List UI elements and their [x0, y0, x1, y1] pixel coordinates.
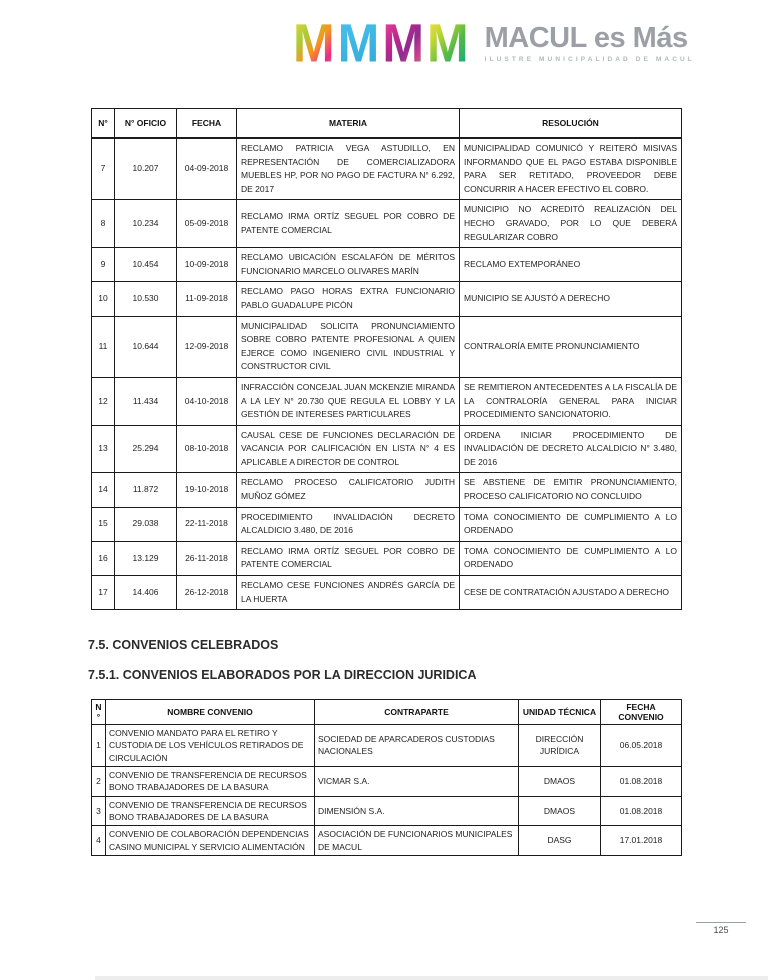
cell-fecha: 04-09-2018 — [177, 138, 237, 200]
cell-fecha: 17.01.2018 — [601, 826, 682, 856]
section-heading-convenios-juridica: 7.5.1. CONVENIOS ELABORADOS POR LA DIRECCION JURIDICA — [88, 668, 477, 682]
table-row — [92, 576, 682, 610]
table-row — [92, 826, 682, 856]
column-header-contraparte: CONTRAPARTE — [315, 700, 519, 725]
header-row — [92, 700, 682, 725]
cell-n: 7 — [92, 138, 115, 200]
table-row — [92, 200, 682, 248]
cell-fecha: 06.05.2018 — [601, 725, 682, 767]
column-header-resolucion: RESOLUCIÓN — [460, 109, 682, 139]
column-header-n: N° — [92, 700, 106, 725]
cell-n: 1 — [92, 725, 106, 767]
cell-n: 14 — [92, 473, 115, 507]
cell-n: 10 — [92, 282, 115, 316]
cell-fecha: 01.08.2018 — [601, 766, 682, 796]
cell-n: 8 — [92, 200, 115, 248]
cell-oficio: 10.207 — [115, 138, 177, 200]
cell-contraparte: VICMAR S.A. — [315, 766, 519, 796]
page-number: 125 — [696, 922, 746, 935]
cell-fecha: 10-09-2018 — [177, 248, 237, 282]
table-row — [92, 725, 682, 767]
logo-letter-3: M — [382, 12, 424, 74]
cell-contraparte: ASOCIACIÓN DE FUNCIONARIOS MUNICIPALES DE MACUL — [315, 826, 519, 856]
cell-resolucion: RECLAMO EXTEMPORÁNEO — [460, 248, 682, 282]
cell-n: 3 — [92, 796, 106, 826]
cell-nombre: CONVENIO DE TRANSFERENCIA DE RECURSOS BONO TRABAJADORES DE LA BASURA — [106, 766, 315, 796]
section-heading-convenios: 7.5. CONVENIOS CELEBRADOS — [88, 638, 279, 652]
cell-materia: MUNICIPALIDAD SOLICITA PRONUNCIAMIENTO SOBRE COBRO PATENTE PROFESIONAL A QUIEN EJERCE COMO INGENIERO CIVIL INDUSTRIAL Y CONSTRUCTOR CIVIL — [237, 316, 460, 377]
cell-unidad: DIRECCIÓN JURÍDICA — [519, 725, 601, 767]
footer-strip — [95, 976, 768, 980]
cell-fecha: 22-11-2018 — [177, 507, 237, 541]
cell-oficio: 25.294 — [115, 425, 177, 473]
cell-fecha: 01.08.2018 — [601, 796, 682, 826]
oficios-table-header — [92, 109, 682, 139]
column-header-n: N° — [92, 109, 115, 139]
cell-resolucion: TOMA CONOCIMIENTO DE CUMPLIMIENTO A LO ORDENADO — [460, 541, 682, 575]
cell-fecha: 19-10-2018 — [177, 473, 237, 507]
cell-oficio: 14.406 — [115, 576, 177, 610]
table-row — [92, 138, 682, 200]
cell-materia: RECLAMO IRMA ORTÍZ SEGUEL POR COBRO DE PATENTE COMERCIAL — [237, 200, 460, 248]
cell-resolucion: SE REMITIERON ANTECEDENTES A LA FISCALÍA DE LA CONTRALORÍA GENERAL PARA INICIAR PROCEDIMIENTO SANCIONATORIO. — [460, 377, 682, 425]
cell-fecha: 04-10-2018 — [177, 377, 237, 425]
table-row — [92, 766, 682, 796]
cell-resolucion: ORDENA INICIAR PROCEDIMIENTO DE INVALIDACIÓN DE DECRETO ALCALDICIO N° 3.480, DE 2016 — [460, 425, 682, 473]
cell-resolucion: SE ABSTIENE DE EMITIR PRONUNCIAMIENTO, PROCESO CALIFICATORIO NO CONCLUIDO — [460, 473, 682, 507]
oficios-table-body — [92, 138, 682, 610]
logo-letter-1: M — [293, 12, 335, 74]
cell-oficio: 10.644 — [115, 316, 177, 377]
column-header-unidad: UNIDAD TÉCNICA — [519, 700, 601, 725]
cell-materia: RECLAMO PAGO HORAS EXTRA FUNCIONARIO PABLO GUADALUPE PICÓN — [237, 282, 460, 316]
cell-nombre: CONVENIO MANDATO PARA EL RETIRO Y CUSTODIA DE LOS VEHÍCULOS RETIRADOS DE CIRCULACIÓN — [106, 725, 315, 767]
table-row — [92, 316, 682, 377]
convenios-table-header — [92, 700, 682, 725]
cell-materia: RECLAMO UBICACIÓN ESCALAFÓN DE MÉRITOS FUNCIONARIO MARCELO OLIVARES MARÍN — [237, 248, 460, 282]
logo-title: MACUL es Más — [484, 21, 688, 54]
cell-materia: RECLAMO CESE FUNCIONES ANDRÉS GARCÍA DE LA HUERTA — [237, 576, 460, 610]
cell-n: 17 — [92, 576, 115, 610]
cell-n: 15 — [92, 507, 115, 541]
table-row — [92, 507, 682, 541]
cell-resolucion: MUNICIPALIDAD COMUNICÓ Y REITERÓ MISIVAS INFORMANDO QUE EL PAGO ESTABA DISPONIBLE PARA SER RETITADO, PROVEEDOR DEBE CONCURRIR A HACER EFECTIVO EL COBRO. — [460, 138, 682, 200]
cell-n: 12 — [92, 377, 115, 425]
cell-nombre: CONVENIO DE COLABORACIÓN DEPENDENCIAS CASINO MUNICIPAL Y SERVICIO ALIMENTACIÓN — [106, 826, 315, 856]
cell-fecha: 26-12-2018 — [177, 576, 237, 610]
column-header-oficio: N° OFICIO — [115, 109, 177, 139]
cell-n: 2 — [92, 766, 106, 796]
cell-oficio: 29.038 — [115, 507, 177, 541]
convenios-table — [91, 699, 682, 856]
table-row — [92, 541, 682, 575]
cell-fecha: 26-11-2018 — [177, 541, 237, 575]
cell-materia: INFRACCIÓN CONCEJAL JUAN MCKENZIE MIRANDA A LA LEY N° 20.730 QUE REGULA EL LOBBY Y LA GESTIÓN DE INTERESES PARTICULARES — [237, 377, 460, 425]
table-row — [92, 248, 682, 282]
cell-fecha: 12-09-2018 — [177, 316, 237, 377]
cell-resolucion: MUNICIPIO SE AJUSTÓ A DERECHO — [460, 282, 682, 316]
table-row — [92, 796, 682, 826]
logo-mmmm-mark — [293, 12, 472, 74]
cell-fecha: 08-10-2018 — [177, 425, 237, 473]
cell-materia: RECLAMO IRMA ORTÍZ SEGUEL POR COBRO DE PATENTE COMERCIAL — [237, 541, 460, 575]
cell-resolucion: TOMA CONOCIMIENTO DE CUMPLIMIENTO A LO ORDENADO — [460, 507, 682, 541]
cell-n: 11 — [92, 316, 115, 377]
column-header-fecha: FECHA — [177, 109, 237, 139]
logo-subtitle: ILUSTRE MUNICIPALIDAD DE MACUL — [484, 55, 695, 63]
cell-materia: CAUSAL CESE DE FUNCIONES DECLARACIÓN DE VACANCIA POR CALIFICACIÓN EN LISTA N° 4 ES APLICABLE A DIRECTOR DE CONTROL — [237, 425, 460, 473]
logo-letter-2: M — [337, 12, 380, 74]
cell-oficio: 10.234 — [115, 200, 177, 248]
logo-letter-4: M — [426, 12, 469, 74]
convenios-table-body — [92, 725, 682, 856]
cell-resolucion: CONTRALORÍA EMITE PRONUNCIAMIENTO — [460, 316, 682, 377]
cell-unidad: DMAOS — [519, 766, 601, 796]
cell-oficio: 10.454 — [115, 248, 177, 282]
cell-contraparte: DIMENSIÓN S.A. — [315, 796, 519, 826]
table-row — [92, 473, 682, 507]
cell-oficio: 11.872 — [115, 473, 177, 507]
cell-resolucion: MUNICIPIO NO ACREDITÓ REALIZACIÓN DEL HECHO GRAVADO, POR LO QUE DEBERÁ REGULARIZAR COBRO — [460, 200, 682, 248]
oficios-table — [91, 108, 682, 610]
table-row — [92, 425, 682, 473]
column-header-fecha: FECHA CONVENIO — [601, 700, 682, 725]
cell-nombre: CONVENIO DE TRANSFERENCIA DE RECURSOS BONO TRABAJADORES DE LA BASURA — [106, 796, 315, 826]
cell-oficio: 13.129 — [115, 541, 177, 575]
cell-oficio: 10.530 — [115, 282, 177, 316]
cell-unidad: DASG — [519, 826, 601, 856]
cell-materia: RECLAMO PROCESO CALIFICATORIO JUDITH MUÑOZ GÓMEZ — [237, 473, 460, 507]
cell-n: 4 — [92, 826, 106, 856]
cell-fecha: 11-09-2018 — [177, 282, 237, 316]
cell-unidad: DMAOS — [519, 796, 601, 826]
table-row — [92, 377, 682, 425]
header-row — [92, 109, 682, 139]
municipality-logo — [293, 12, 695, 74]
cell-n: 16 — [92, 541, 115, 575]
cell-n: 13 — [92, 425, 115, 473]
cell-resolucion: CESE DE CONTRATACIÓN AJUSTADO A DERECHO — [460, 576, 682, 610]
cell-n: 9 — [92, 248, 115, 282]
column-header-nombre: NOMBRE CONVENIO — [106, 700, 315, 725]
logo-text — [484, 21, 695, 63]
cell-contraparte: SOCIEDAD DE APARCADEROS CUSTODIAS NACIONALES — [315, 725, 519, 767]
table-row — [92, 282, 682, 316]
cell-fecha: 05-09-2018 — [177, 200, 237, 248]
cell-materia: RECLAMO PATRICIA VEGA ASTUDILLO, EN REPRESENTACIÓN DE COMERCIALIZADORA MUEBLES HP, POR NO PAGO DE FACTURA N° 6.292, DE 2017 — [237, 138, 460, 200]
column-header-materia: MATERIA — [237, 109, 460, 139]
cell-materia: PROCEDIMIENTO INVALIDACIÓN DECRETO ALCALDICIO 3.480, DE 2016 — [237, 507, 460, 541]
cell-oficio: 11.434 — [115, 377, 177, 425]
